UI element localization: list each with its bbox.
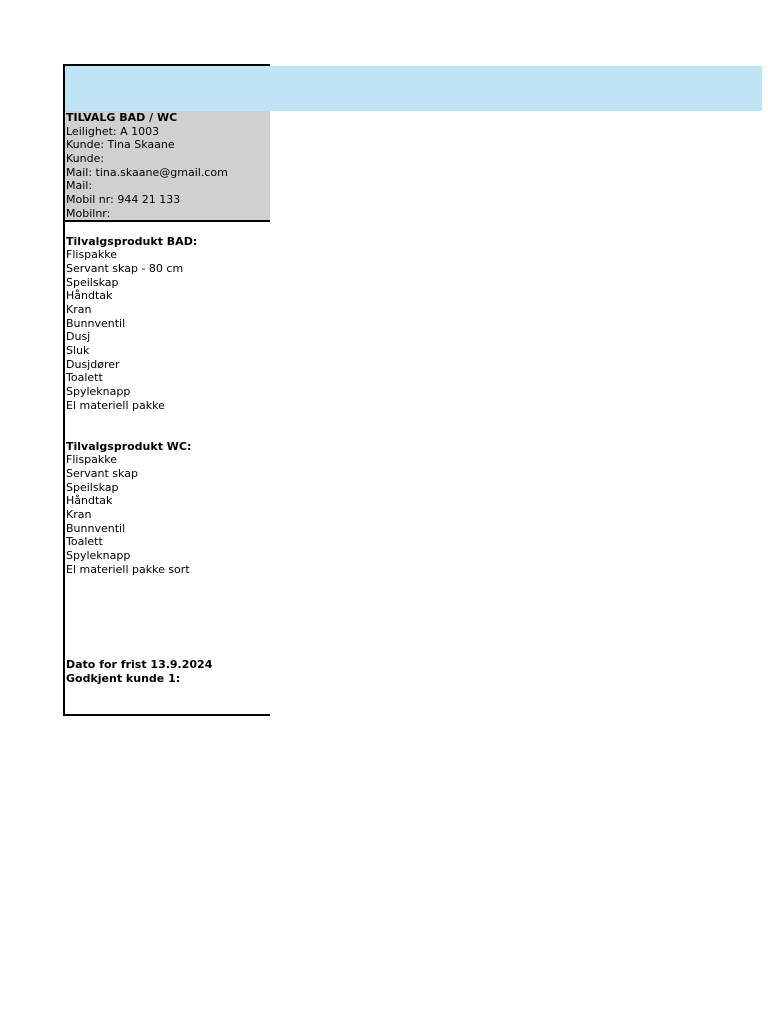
list-item: Håndtak: [66, 494, 113, 507]
list-item: Sluk: [66, 344, 90, 357]
list-item: Kran: [66, 508, 92, 521]
list-item: Spyleknapp: [66, 549, 131, 562]
wc-heading: Tilvalgsprodukt WC:: [66, 440, 192, 453]
list-item: Speilskap: [66, 481, 119, 494]
frame-top-border: [64, 64, 270, 66]
list-item: Servant skap: [66, 467, 138, 480]
list-item: Bunnventil: [66, 522, 126, 535]
list-item: Spyleknapp: [66, 385, 131, 398]
list-item: Dusj: [66, 330, 91, 343]
list-item: Dusjdører: [66, 358, 120, 371]
list-item: Flispakke: [66, 453, 118, 466]
mobile-1: Mobil nr: 944 21 133: [66, 193, 181, 206]
mail-2: Mail:: [66, 179, 93, 192]
document-title: TILVALG BAD / WC: [66, 111, 178, 124]
list-item: Toalett: [66, 371, 103, 384]
mail-1: Mail: tina.skaane@gmail.com: [66, 166, 228, 179]
list-item: Toalett: [66, 535, 103, 548]
customer-2: Kunde:: [66, 152, 105, 165]
list-item: Servant skap - 80 cm: [66, 262, 184, 275]
frame-left-border: [63, 64, 65, 716]
customer-1: Kunde: Tina Skaane: [66, 138, 175, 151]
list-item: Kran: [66, 303, 92, 316]
bad-heading: Tilvalgsprodukt BAD:: [66, 235, 198, 248]
customer-approval: Godkjent kunde 1:: [66, 672, 181, 685]
list-item: Speilskap: [66, 276, 119, 289]
mobile-2: Mobilnr:: [66, 207, 111, 220]
list-item: El materiell pakke: [66, 399, 165, 412]
frame-bottom-border: [64, 714, 270, 716]
list-item: Bunnventil: [66, 317, 126, 330]
list-item: Håndtak: [66, 289, 113, 302]
apartment-label: Leilighet: A 1003: [66, 125, 160, 138]
header-banner: [65, 66, 762, 111]
list-item: El materiell pakke sort: [66, 563, 190, 576]
deadline-date: Dato for frist 13.9.2024: [66, 658, 213, 671]
list-item: Flispakke: [66, 248, 118, 261]
